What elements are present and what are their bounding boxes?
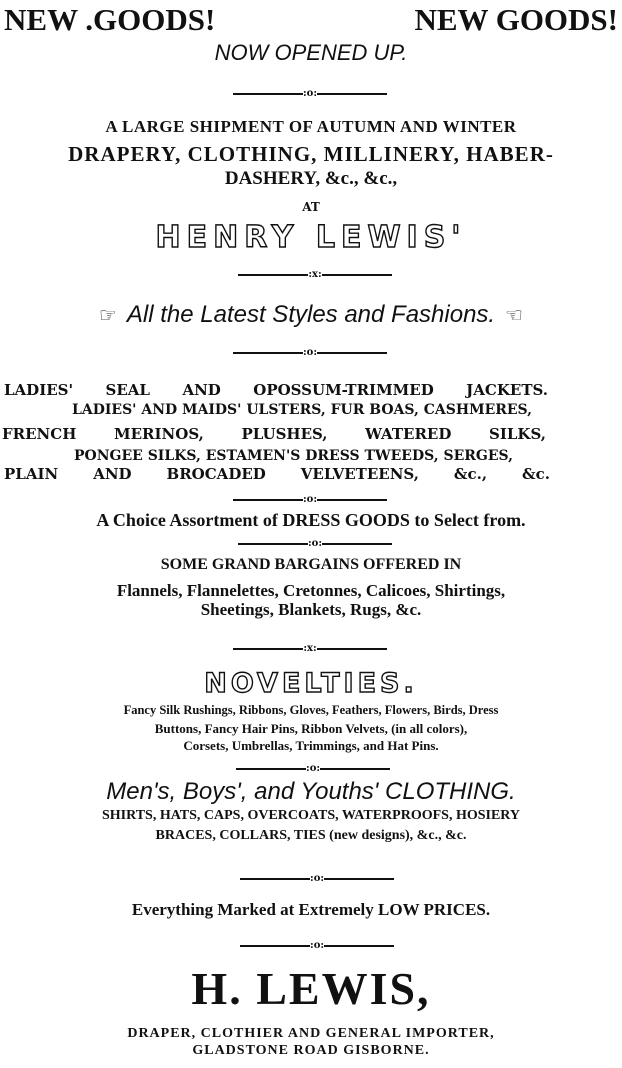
- novelties-line-3: Corsets, Umbrellas, Trimmings, and Hat Pins.: [183, 738, 439, 753]
- word: BROCADED: [166, 465, 266, 483]
- bargains-line-1: SOME GRAND BARGAINS OFFERED IN: [160, 556, 462, 573]
- shipment-line-2: DRAPERY, CLOTHING, MILLINERY, HABER-: [68, 142, 554, 166]
- clothing-title: Men's, Boys', and Youths' CLOTHING.: [106, 778, 516, 805]
- jackets-line-1: [0, 381, 622, 399]
- store-name: HENRY LEWIS': [155, 220, 467, 255]
- word: SEAL: [105, 381, 150, 399]
- separator: :o:: [230, 347, 390, 358]
- separator: :o:: [230, 88, 390, 99]
- footer-line-1: DRAPER, CLOTHIER AND GENERAL IMPORTER,: [127, 1026, 495, 1041]
- separator: :o:: [230, 494, 390, 505]
- novelties-line-2: Buttons, Fancy Hair Pins, Ribbon Velvets, (in all colors),: [154, 721, 468, 736]
- separator: :o:: [235, 538, 395, 549]
- word: VELVETEENS,: [300, 465, 419, 483]
- jackets-line-2: LADIES' AND MAIDS' ULSTERS, FUR BOAS, CASHMERES,: [72, 402, 533, 418]
- pointing-hand-left-icon: ☜: [505, 304, 524, 327]
- fashions-line: [0, 301, 622, 329]
- footer-name: H. LEWIS,: [191, 963, 431, 1014]
- separator: :x:: [230, 269, 400, 280]
- headline-right: NEW GOODS!: [414, 2, 618, 37]
- jackets-line-3: [0, 425, 622, 443]
- word: LADIES': [4, 381, 74, 399]
- word: &c.: [522, 465, 550, 483]
- word: FRENCH: [2, 425, 77, 443]
- now-opened: NOW OPENED UP.: [214, 40, 408, 65]
- word: PLUSHES,: [241, 425, 328, 443]
- novelties-title: NOVELTIES.: [204, 668, 418, 699]
- bargains-line-3: Sheetings, Blankets, Rugs, &c.: [200, 600, 422, 619]
- separator: :o:: [236, 763, 376, 774]
- headline-left: NEW .GOODS!: [4, 2, 216, 37]
- separator: :o:: [240, 940, 380, 951]
- prices-line: Everything Marked at Extremely LOW PRICES.: [131, 900, 491, 919]
- separator: :o:: [240, 873, 380, 884]
- novelties-line-1: Fancy Silk Rushings, Ribbons, Gloves, Feathers, Flowers, Birds, Dress: [123, 703, 499, 717]
- word: AND: [182, 381, 221, 399]
- word: PLAIN: [4, 465, 59, 483]
- headline: [0, 2, 622, 42]
- jackets-line-4: PONGEE SILKS, ESTAMEN'S DRESS TWEEDS, SERGES,: [74, 448, 513, 464]
- bargains-line-2: Flannels, Flannelettes, Cretonnes, Calicoes, Shirtings,: [116, 581, 506, 600]
- footer-line-2: GLADSTONE ROAD GISBORNE.: [192, 1043, 430, 1058]
- at-label: AT: [302, 200, 320, 214]
- clothing-line-1: SHIRTS, HATS, CAPS, OVERCOATS, WATERPROOFS, HOSIERY: [101, 808, 521, 823]
- shipment-line-3: DASHERY, &c., &c.,: [224, 168, 398, 189]
- jackets-line-5: [0, 465, 622, 483]
- word: WATERED: [365, 425, 452, 443]
- word: OPOSSUM-TRIMMED: [253, 381, 434, 399]
- choice-line: A Choice Assortment of DRESS GOODS to Select from.: [96, 510, 526, 530]
- clothing-line-2: BRACES, COLLARS, TIES (new designs), &c., &c.: [155, 828, 467, 843]
- fashions-text: All the Latest Styles and Fashions.: [126, 301, 496, 328]
- word: AND: [93, 465, 132, 483]
- word: JACKETS.: [466, 381, 548, 399]
- word: SILKS,: [489, 425, 546, 443]
- pointing-hand-right-icon: ☞: [98, 304, 117, 327]
- word: &c.,: [453, 465, 488, 483]
- word: MERINOS,: [114, 425, 204, 443]
- separator: :x:: [225, 643, 395, 654]
- shipment-line-1: A LARGE SHIPMENT OF AUTUMN AND WINTER: [105, 117, 517, 136]
